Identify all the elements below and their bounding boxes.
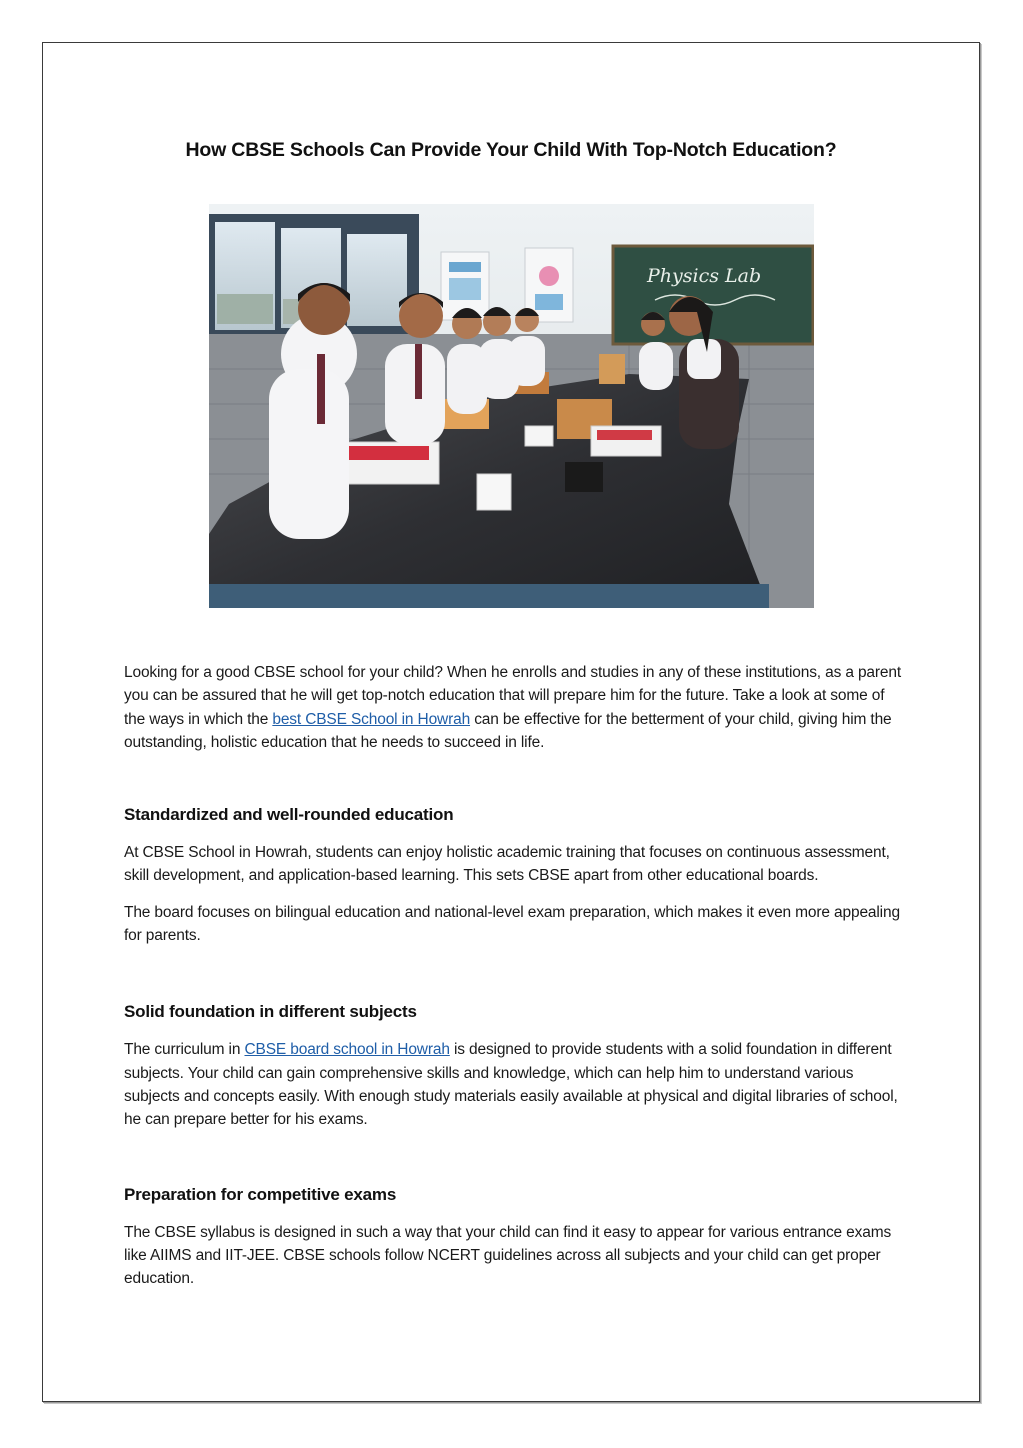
competitive-exams-paragraph: The CBSE syllabus is designed in such a way that your child can find it easy to appear for various entrance exams like AIIMS and IIT-JEE. CBSE schools follow NCERT guidelines across all subjects and your child can get proper education. bbox=[124, 1223, 892, 1288]
section-heading-competitive-exams: Preparation for competitive exams bbox=[124, 1184, 397, 1204]
intro-paragraph: Looking for a good CBSE school for your child? When he enrolls and studies in any of these institutions, as a parent you can be assured that he will get top-notch education that will prepare him for the future. Take a look at some of the ways in which the best CBSE School in Howrah can be effective for the betterment of your child, giving him the outstanding, holistic education that he needs to succeed in life. bbox=[124, 664, 902, 751]
section-heading-standardized: Standardized and well-rounded education bbox=[124, 805, 454, 825]
document-page bbox=[42, 42, 980, 1402]
best-cbse-school-link[interactable]: best CBSE School in Howrah bbox=[272, 710, 471, 728]
solid-foundation-paragraph: The curriculum in CBSE board school in Howrah is designed to provide students with a solid foundation in different subjects. Your child can gain comprehensive skills and knowledge, which can help him to understand various subjects and concepts easily. With enough study materials easily available at physical and digital libraries of school, he can prepare better for his exams. bbox=[124, 1041, 898, 1129]
standardized-paragraph-2: The board focuses on bilingual education and national-level exam preparation, which makes it even more appealing for parents. bbox=[124, 903, 900, 945]
physics-lab-photo bbox=[209, 204, 814, 608]
section-heading-solid-foundation: Solid foundation in different subjects bbox=[124, 1002, 417, 1022]
page-title: How CBSE Schools Can Provide Your Child With Top-Notch Education? bbox=[185, 139, 837, 161]
standardized-paragraph-1: At CBSE School in Howrah, students can enjoy holistic academic training that focuses on continuous assessment, skill development, and application-based learning. This sets CBSE apart from other educational boards. bbox=[124, 844, 890, 885]
chalkboard-text: Physics Lab bbox=[647, 265, 762, 287]
article-body bbox=[124, 661, 904, 1290]
cbse-board-school-link[interactable]: CBSE board school in Howrah bbox=[244, 1041, 450, 1059]
